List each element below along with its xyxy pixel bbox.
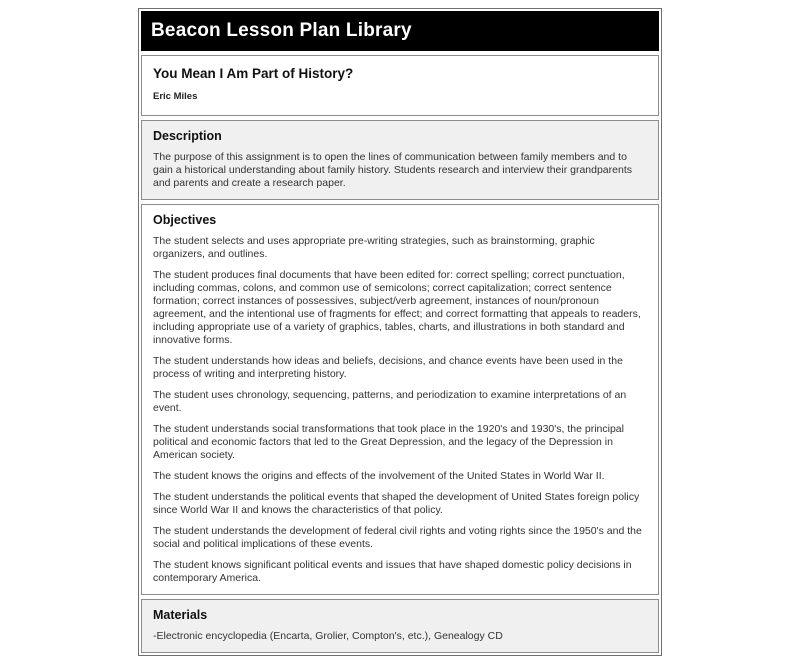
paragraph: The student understands the political events that shaped the development of United States foreign policy since World War II and knows the characteristics of that policy. — [153, 491, 640, 516]
lesson-title: You Mean I Am Part of History? — [153, 66, 354, 81]
section-heading: Objectives — [153, 213, 217, 227]
paragraph: The student knows the origins and effects of the involvement of the United States in World War II. — [153, 470, 605, 482]
section-description — [141, 120, 659, 200]
lesson-title-section — [141, 55, 659, 116]
site-title: Beacon Lesson Plan Library — [151, 20, 412, 41]
header-bar — [141, 11, 659, 51]
section-objectives — [141, 204, 659, 595]
paragraph: The student selects and uses appropriate pre-writing strategies, such as brainstorming, graphic organizers, and outlines. — [153, 235, 595, 260]
section-heading: Materials — [153, 608, 208, 622]
paragraph: The student understands the development of federal civil rights and voting rights since the 1950's and the social and political implications of these events. — [153, 525, 642, 550]
paragraph: -Electronic encyclopedia (Encarta, Grolier, Compton's, etc.), Genealogy CD — [153, 630, 503, 642]
lesson-author: Eric Miles — [153, 91, 198, 102]
section-materials — [141, 599, 659, 653]
lesson-plan-document — [138, 8, 662, 656]
paragraph: The student understands how ideas and beliefs, decisions, and chance events have been used in the process of writing and interpreting history. — [153, 355, 623, 380]
paragraph: The student understands social transformations that took place in the 1920's and 1930's, the principal political and economic factors that led to the Great Depression, and the legacy of the Depression in American society. — [153, 423, 624, 461]
section-heading: Description — [153, 129, 222, 143]
paragraph: The purpose of this assignment is to open the lines of communication between family members and to gain a historical understanding about family history. Students research and interview their grandparents and parents and create a research paper. — [153, 151, 632, 189]
paragraph: The student knows significant political events and issues that have shaped domestic policy decisions in contemporary America. — [153, 559, 632, 584]
paragraph: The student uses chronology, sequencing, patterns, and periodization to examine interpretations of an event. — [153, 389, 627, 414]
paragraph: The student produces final documents that have been edited for: correct spelling; correct punctuation, including commas, colons, and common use of semicolons; correct capitalization; correct sentence formation; correct instances of possessives, subject/verb agreement, instances of noun/pronoun agreement, and the intentional use of fragments for effect; and correct formatting that appeals to readers, including appropriate use of a variety of graphics, tables, charts, and illustrations in both standard and innovative forms. — [153, 269, 641, 346]
